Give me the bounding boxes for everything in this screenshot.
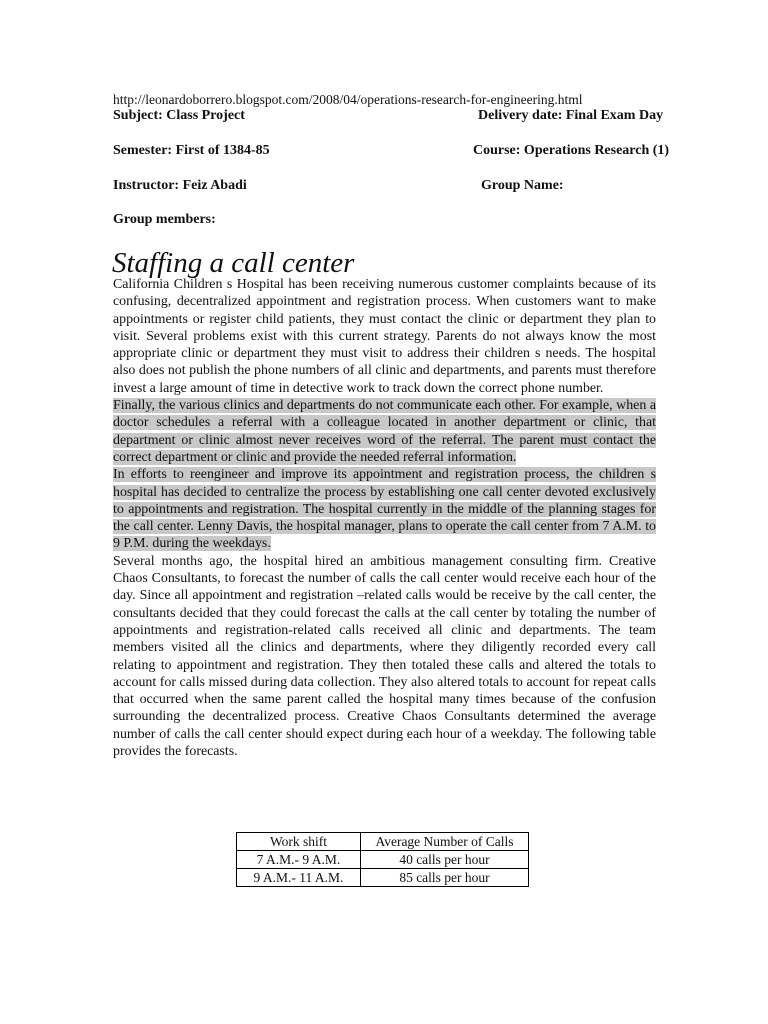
table-header-row (237, 833, 529, 851)
subject-line: Subject: Class Project (113, 108, 245, 123)
table-cell: 9 A.M.- 11 A.M. (237, 869, 361, 887)
table-row (237, 851, 529, 869)
paragraph-2 (113, 397, 656, 466)
instructor-line: Instructor: Feiz Abadi (113, 178, 247, 193)
source-url: http://leonardoborrero.blogspot.com/2008/04/operations-research-for-engineering.html (113, 92, 583, 107)
column-header: Average Number of Calls (361, 833, 529, 851)
document-title: Staffing a call center (112, 247, 355, 279)
semester-line: Semester: First of 1384-85 (113, 143, 270, 158)
highlighted-text: In efforts to reengineer and improve its appointment and registration process, the children s hospital has decided to centralize the process by establishing one call center devoted exclusively to appointments and registration. The hospital currently in the middle of the planning stages for the call center. Lenny Davis, the hospital manager, plans to operate the call center from 7 A.M. to 9 P.M. during the weekdays. (113, 467, 656, 552)
paragraph-1: California Children s Hospital has been receiving numerous customer complaints because of its confusing, decentralized appointment and registration process. When customers want to make appointments or register child patients, they must contact the clinic or department they plan to visit. Several problems exist with this current strategy. Parents do not always know the most appropriate clinic or department they must visit to address their children s needs. The hospital also does not publish the phone numbers of all clinic and departments, and parents must therefore invest a large amount of time in detective work to track down the correct phone number. (113, 277, 656, 396)
paragraph-4: Several months ago, the hospital hired an ambitious management consulting firm. Creative Chaos Consultants, to forecast the number of calls the call center would receive each hour of the day. Since all appointment and registration –related calls would be receive by the call center, the consultants decided that they could forecast the calls at the call center by totaling the number of appointments and registration-related calls received all clinic and departments. The team members visited all the clinics and departments, where they diligently recorded every call relating to appointment and registration. They then totaled these calls and altered the totals to account for calls missed during data collection. They also altered totals to account for repeat calls that occurred when the same parent called the hospital many times because of the confusion surrounding the decentralized process. Creative Chaos Consultants determined the average number of calls the call center should expect during each hour of a weekday. The following table provides the forecasts. (113, 553, 656, 760)
group-members-label: Group members: (113, 212, 216, 227)
column-header: Work shift (237, 833, 361, 851)
highlighted-text: Finally, the various clinics and departments do not communicate each other. For example, when a doctor schedules a referral with a colleague located in another department or clinic, that department or clinic almost never receives word of the referral. The parent must contact the correct department or clinic and provide the needed referral information. (113, 398, 656, 465)
table-cell: 40 calls per hour (361, 851, 529, 869)
table-row (237, 869, 529, 887)
table-cell: 7 A.M.- 9 A.M. (237, 851, 361, 869)
forecast-table (236, 832, 529, 887)
table-cell: 85 calls per hour (361, 869, 529, 887)
body-text (113, 276, 656, 760)
group-name-label: Group Name: (481, 178, 564, 193)
course-line: Course: Operations Research (1) (473, 143, 670, 158)
paragraph-3 (113, 466, 656, 552)
delivery-date: Delivery date: Final Exam Day (478, 108, 664, 123)
